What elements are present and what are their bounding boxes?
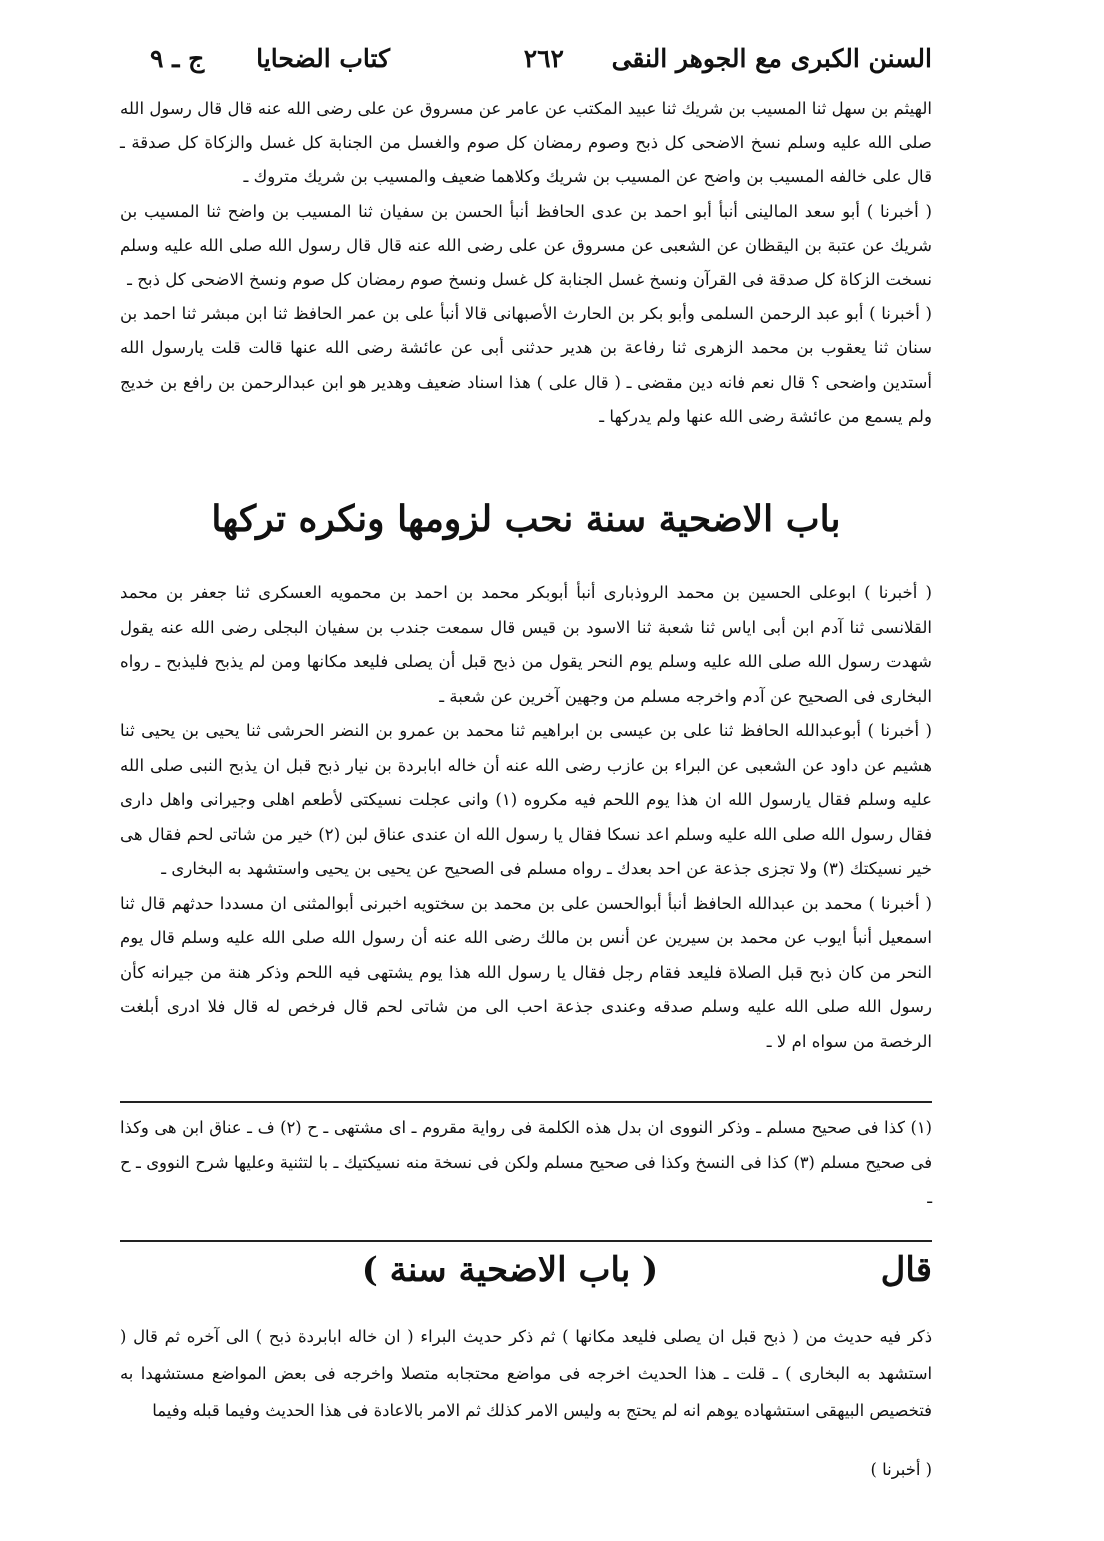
commentary-qal: قال xyxy=(880,1250,932,1290)
catchword: ( أخبرنا ) xyxy=(870,1460,932,1479)
footnote-divider xyxy=(120,1101,932,1103)
paragraph: ( أخبرنا ) محمد بن عبدالله الحافظ أنبأ أبوالحسن على بن محمد بن سختويه اخبرنى أبوالمثنى ان مسددا حدثهم قال ثنا اسمعيل أنبأ ايوب عن محمد بن سيرين عن أنس بن مالك رضى الله عنه أن رسول الله صلى الله عليه وسلم قال يوم النحر من كان ذبح قبل الصلاة فليعد فقام رجل فقال يا رسول الله هذا يوم يشتهى فيه اللحم وذكر هنة من جيرانه كأن رسول الله صلى الله عليه وسلم صدقه وعندى جذعة احب الى من شاتى لحم قال فرخص له قال فلا ادرى أبلغت الرخصة من سواه ام لا ـ xyxy=(120,893,932,1051)
main-text-block xyxy=(120,92,932,434)
volume-number: ج ـ ٩ xyxy=(150,44,205,73)
paragraph: ( أخبرنا ) أبو سعد المالينى أنبأ أبو احمد بن عدى الحافظ أنبأ الحسن بن سفيان ثنا المسيب بن واضح ثنا المسيب بن شريك عن عتبة بن اليقظان عن الشعبى عن مسروق عن على رضى الله عنه قال قال رسول الله صلى الله عليه وسلم نسخت الزكاة كل صدقة فى القرآن ونسخ غسل الجنابة كل غسل ونسخ صوم رمضان كل صوم ونسخ الاضحى كل ذبح ـ xyxy=(120,201,932,290)
footnotes: (١) كذا فى صحيح مسلم ـ وذكر النووى ان بدل هذه الكلمة فى رواية مقروم ـ اى مشتهى ـ ح (٢) ف ـ عناق ابن هى وكذا فى صحيح مسلم (٣) كذا فى النسخ وكذا فى صحيح مسلم ولكن فى نسخة منه نسيكتيك ـ با لتثنية وعليها شرح النووى ـ ح ـ xyxy=(120,1118,932,1207)
paragraph: الهيثم بن سهل ثنا المسيب بن شريك ثنا عبيد المكتب عن عامر عن مسروق عن على رضى الله عنه قال قال رسول الله صلى الله عليه وسلم نسخ الاضحى كل ذبح وصوم رمضان كل صوم والغسل من الجنابة كل غسل والزكاة كل صدقة ـ قال على خالفه المسيب بن واضح عن المسيب بن شريك وكلاهما ضعيف والمسيب بن شريك متروك ـ xyxy=(120,99,932,187)
commentary-title: ( باب الاضحية سنة ) xyxy=(361,1250,659,1290)
paragraph: ( أخبرنا ) ابوعلى الحسين بن محمد الروذبارى أنبأ أبوبكر محمد بن احمد بن محمويه العسكرى ثنا جعفر بن محمد القلانسى ثنا آدم ابن أبى اياس ثنا شعبة ثنا الاسود بن قيس قال سمعت جندب بن سفيان البجلى رضى الله عنه يقول شهدت رسول الله صلى الله عليه وسلم يوم النحر يقول من ذبح قبل أن يصلى فليعد مكانها ومن لم يذبح فليذبح ـ رواه البخارى فى الصحيح عن آدم واخرجه مسلم من وجهين آخرين عن شعبة ـ xyxy=(120,583,932,706)
paragraph: ذكر فيه حديث من ( ذبح قبل ان يصلى فليعد مكانها ) ثم ذكر حديث البراء ( ان خاله ابابردة ذبح ) الى آخره ثم قال ( استشهد به البخارى ) ـ قلت ـ هذا الحديث اخرجه فى مواضع محتجابه متصلا واخرجه فى بعض المواضع مستشهدا به فتخصيص البيهقى استشهاده يوهم انه لم يحتج به وليس الامر كذلك ثم الامر بالاعادة فى هذا الحديث وفيما قبله وفيما xyxy=(120,1327,932,1420)
page-header xyxy=(150,44,932,84)
commentary-text xyxy=(120,1318,932,1429)
running-title: السنن الكبرى مع الجوهر النقى xyxy=(611,44,932,73)
book-title: كتاب الضحايا xyxy=(256,44,390,73)
paragraph: ( أخبرنا ) أبو عبد الرحمن السلمى وأبو بكر بن الحارث الأصبهانى قالا أنبأ على بن عمر الحافظ ثنا ابن مبشر ثنا احمد بن سنان ثنا يعقوب بن محمد الزهرى ثنا رفاعة بن هدير حدثنى أبى عن عائشة رضى الله عنها قالت قلت يارسول الله أستدين واضحى ؟ قال نعم فانه دين مقضى ـ ( قال على ) هذا اسناد ضعيف وهدير هو ابن عبدالرحمن بن رافع بن خديج ولم يسمع من عائشة رضى الله عنها ولم يدركها ـ xyxy=(120,304,932,426)
main-text-block-2 xyxy=(120,576,932,1059)
section-divider xyxy=(120,1240,932,1242)
page-number: ٢٦٢ xyxy=(523,44,564,73)
chapter-title: باب الاضحية سنة نحب لزومها ونكره تركها xyxy=(211,498,841,540)
paragraph: ( أخبرنا ) أبوعبدالله الحافظ ثنا على بن عيسى بن ابراهيم ثنا محمد بن عمرو بن النضر الحرشى ثنا يحيى بن يحيى ثنا هشيم عن داود عن الشعبى عن البراء بن عازب رضى الله عنه أن خاله ابابردة بن نيار ذبح قبل ان يذبح النبى صلى الله عليه وسلم فقال يارسول الله ان هذا يوم اللحم فيه مكروه (١) وانى عجلت نسيكتى لأطعم اهلى وجيرانى واهل دارى فقال رسول الله صلى الله عليه وسلم اعد نسكا فقال يا رسول الله ان عندى عناق لبن (٢) خير من شاتى لحم فقال هى خير نسيكتك (٣) ولا تجزى جذعة عن احد بعدك ـ رواه مسلم فى الصحيح عن يحيى بن يحيى واستشهد به البخارى ـ xyxy=(120,721,933,878)
